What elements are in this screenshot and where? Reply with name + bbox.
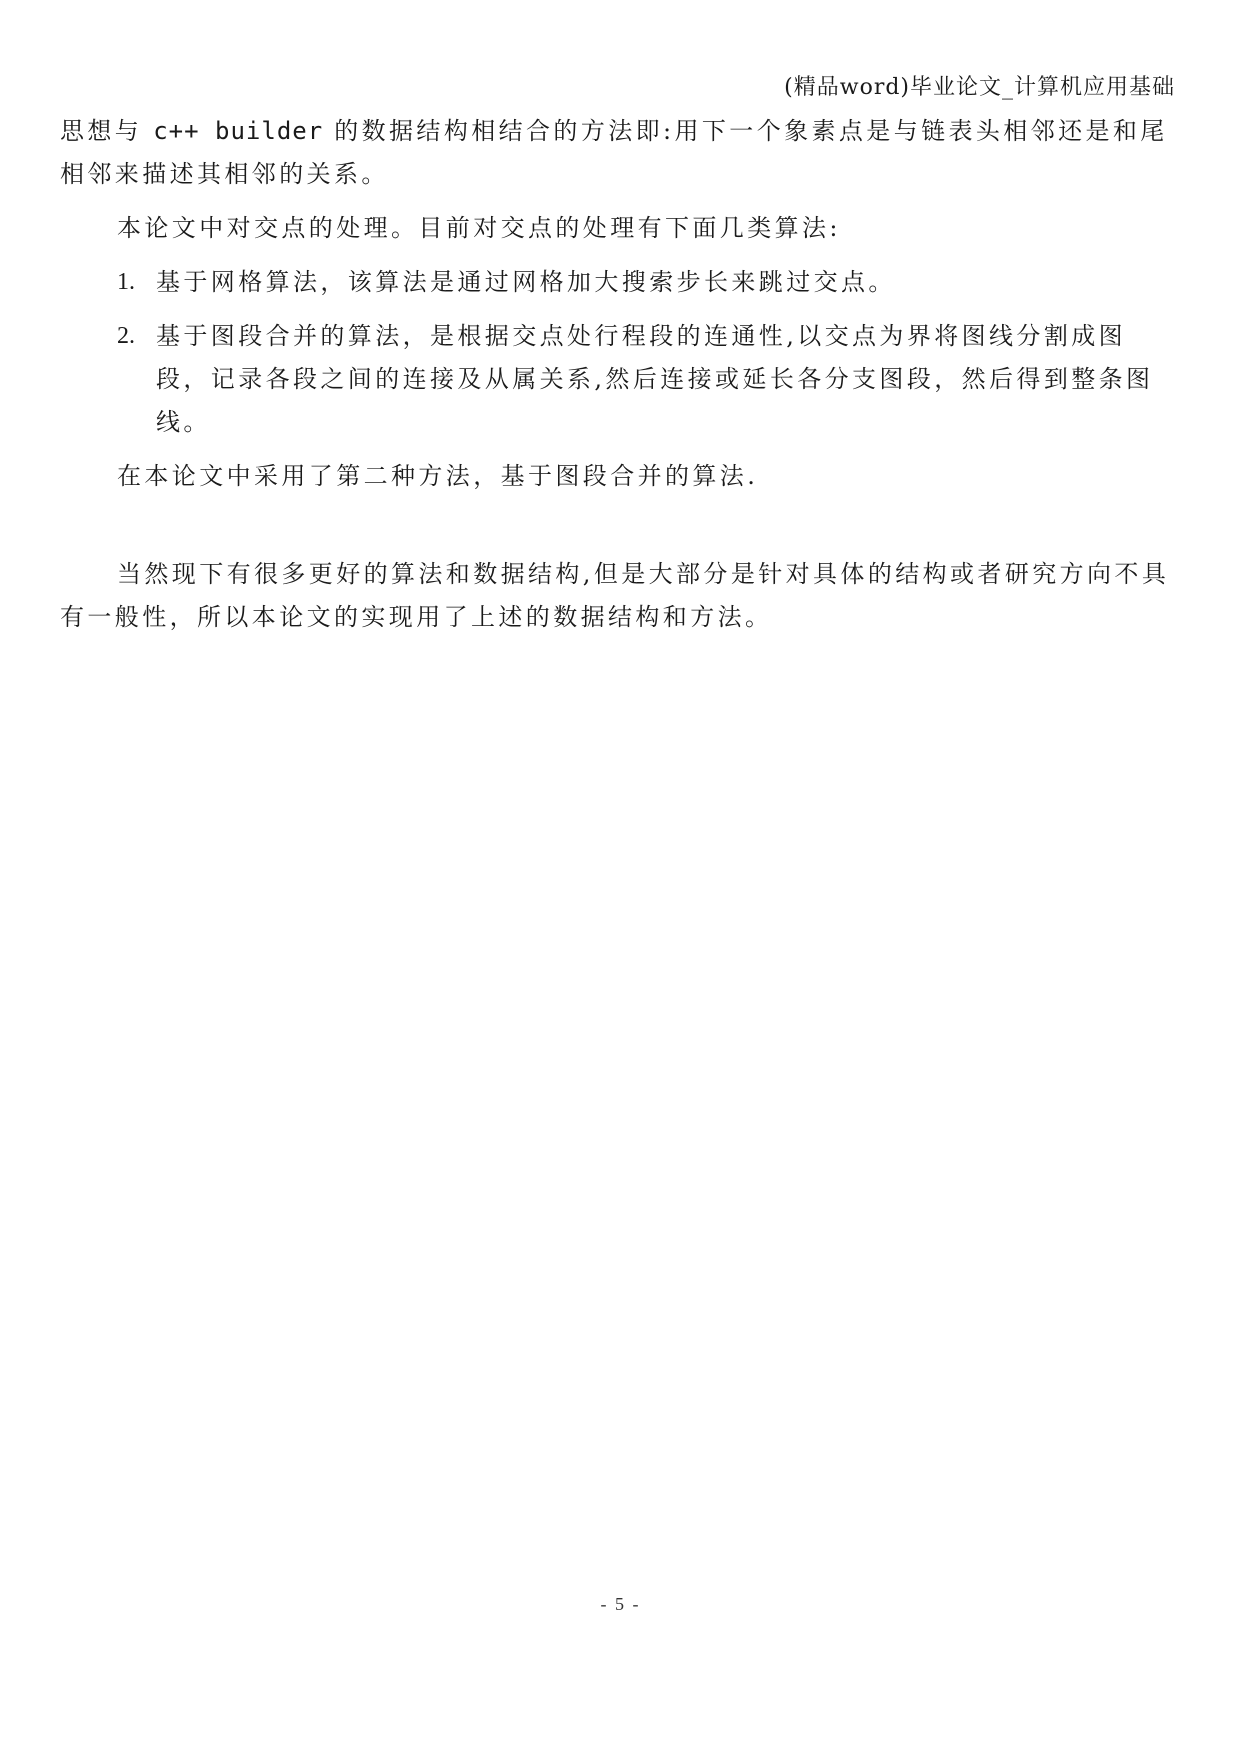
paragraph-conclusion: 当然现下有很多更好的算法和数据结构,但是大部分是针对具体的结构或者研究方向不具有一般性，所以本论文的实现用了上述的数据结构和方法。 bbox=[60, 560, 1170, 631]
list-number: 1. bbox=[117, 269, 135, 295]
list-item-text: 基于图段合并的算法，是根据交点处行程段的连通性,以交点为界将图线分割成图段，记录各段之间的连接及从属关系,然后连接或延长各分支图段，然后得到整条图线。 bbox=[156, 322, 1154, 436]
paragraph-intersection-intro: 本论文中对交点的处理。目前对交点的处理有下面几类算法: bbox=[117, 214, 841, 242]
paragraph-text: 思想与 bbox=[60, 117, 143, 145]
page-number: - 5 - bbox=[600, 1594, 641, 1614]
paragraph-data-structure bbox=[60, 110, 1180, 196]
list-item-text: 基于网格算法，该算法是通过网格加大搜索步长来跳过交点。 bbox=[156, 268, 896, 296]
body-text bbox=[60, 110, 1180, 639]
running-header: (精品word)毕业论文_计算机应用基础 bbox=[784, 75, 1175, 100]
paragraph-text: 的数据结构相结合的方法即:用下一个象素点是与链表头相邻还是和尾相邻来描述其相邻的关系。 bbox=[60, 117, 1168, 188]
list-number: 2. bbox=[117, 323, 135, 349]
list-item bbox=[60, 315, 1180, 444]
code-term: c++ builder bbox=[153, 117, 324, 145]
paragraph-method-choice: 在本论文中采用了第二种方法，基于图段合并的算法. bbox=[117, 462, 759, 490]
list-item bbox=[60, 261, 1180, 304]
